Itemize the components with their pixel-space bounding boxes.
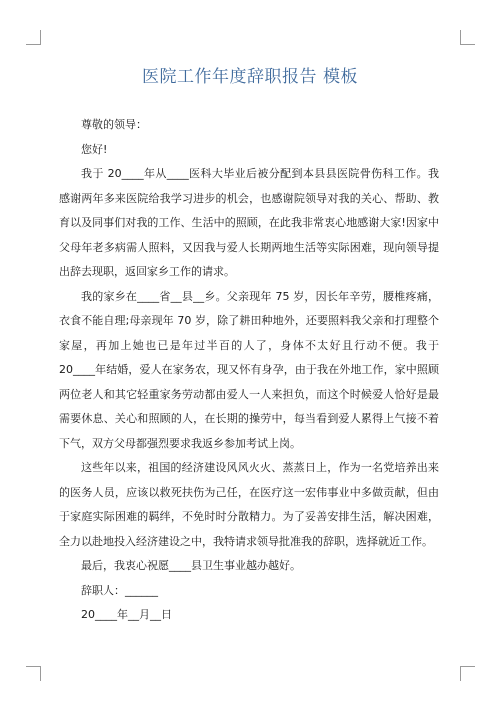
greeting: 您好! — [81, 142, 108, 156]
crop-mark-top-right — [460, 30, 475, 45]
crop-mark-bottom-right — [460, 666, 475, 681]
crop-mark-top-left — [26, 30, 41, 45]
document-title: 医院工作年度辞职报告 模板 — [142, 67, 358, 87]
paragraph-1: 我于 20____年从____医科大毕业后被分配到本县县医院骨伤科工作。我感谢两年多来医院给我学习进步的机会，也感谢院领导对我的关心、帮助、教育以及同事们对我的工作、生活中的照顾，在此我非常衷心地感谢大家!因家中父母年老多病需人照料，又因我与爱人长期两地生活等实际困难，现向领导提出辞去现职，返回家乡工作的请求。 — [59, 167, 439, 278]
paragraph-2: 我的家乡在____省__县__乡。父亲现年 75 岁，因长年辛劳，腰椎疼痛，衣食不能自理;母亲现年 70 岁，除了耕田种地外，还要照料我父亲和打理整个家屋，再加上她也已是年过半百的人了，身体不太好且行动不便。我于 20____年结婚，爱人在家务农，现又怀有身孕，由于我在外地工作，家中照顾两位老人和其它轻重家务劳动都由爱人一人来担负，而这个时候爱人恰好是最需要休息、关心和照顾的人，在长期的操劳中，每当看到爱人累得上气接不着下气，双方父母都强烈要求我返乡参加考试上岗。 — [59, 289, 439, 450]
date: 20____年__月__日 — [81, 608, 172, 621]
signature: 辞职人：______ — [81, 583, 158, 597]
crop-mark-bottom-left — [26, 666, 41, 681]
document-body — [59, 113, 439, 628]
salutation: 尊敬的领导： — [81, 118, 147, 131]
paragraph-4: 最后，我衷心祝愿____县卫生事业越办越好。 — [81, 559, 301, 572]
paragraph-3: 这些年以来，祖国的经济建设风风火火、蒸蒸日上，作为一名党培养出来的医务人员，应该以救死扶伤为己任，在医疗这一宏伟事业中多做贡献，但由于家庭实际困难的羁绊，不免时时分散精力。为了妥善安排生活，解决困难，全力以赴地投入经济建设之中，我特请求领导批准我的辞职，选择就近工作。 — [59, 461, 439, 548]
